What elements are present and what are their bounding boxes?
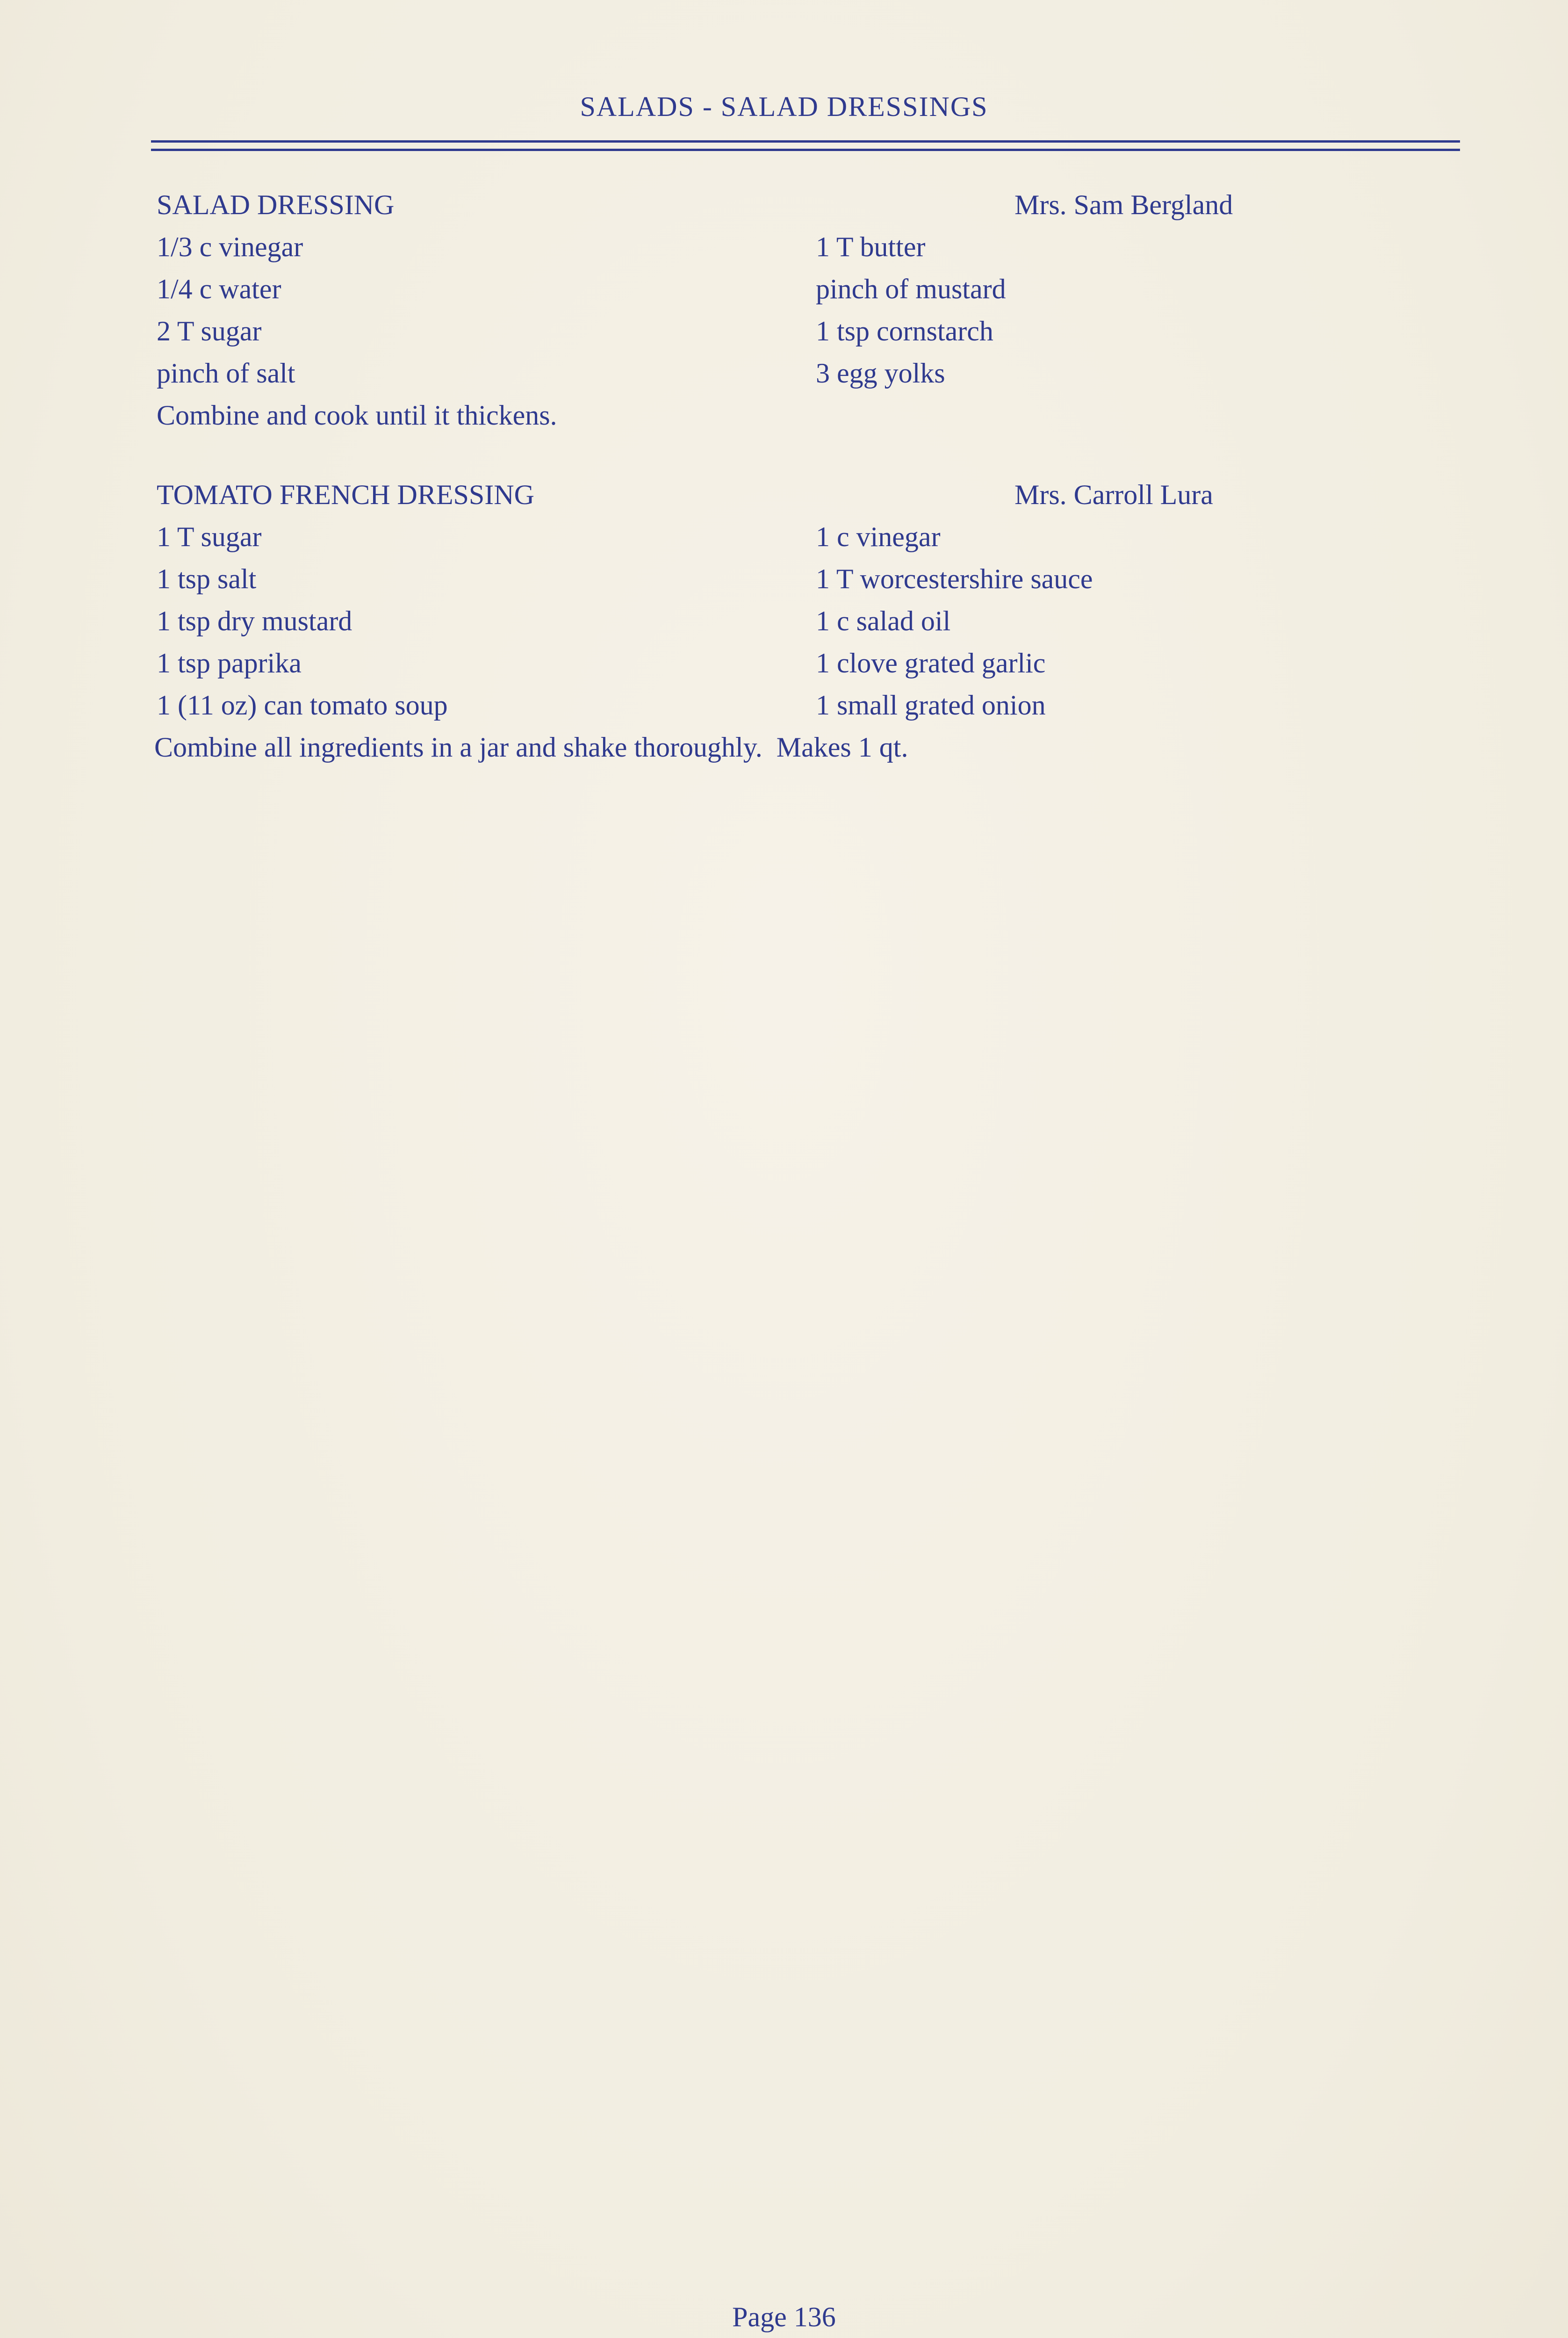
- ingredient-right: 1 tsp cornstarch: [816, 316, 993, 346]
- ingredient-right: 1 c salad oil: [816, 606, 951, 636]
- ingredient-left: pinch of salt: [157, 358, 295, 389]
- recipe-author: Mrs. Sam Bergland: [1014, 189, 1233, 220]
- ingredient-right: 1 T butter: [816, 231, 926, 262]
- ingredient-left: 1 tsp dry mustard: [157, 606, 352, 636]
- section-header: SALADS - SALAD DRESSINGS: [580, 91, 988, 122]
- header-rule-bottom: [151, 149, 1460, 151]
- ingredient-right: 3 egg yolks: [816, 358, 945, 389]
- page-number: Page 136: [732, 2302, 836, 2332]
- ingredient-left: 1 tsp salt: [157, 563, 257, 594]
- recipe-instructions: Combine all ingredients in a jar and shake thoroughly. Makes 1 qt.: [154, 732, 908, 763]
- ingredient-left: 1/4 c water: [157, 274, 281, 304]
- ingredient-right: 1 T worcestershire sauce: [816, 563, 1093, 594]
- recipe-title: TOMATO FRENCH DRESSING: [157, 479, 534, 510]
- recipe-title: SALAD DRESSING: [157, 189, 395, 220]
- ingredient-left: 1 tsp paprika: [157, 648, 302, 678]
- ingredient-right: 1 clove grated garlic: [816, 648, 1046, 678]
- recipe-author: Mrs. Carroll Lura: [1014, 479, 1213, 510]
- ingredient-right: pinch of mustard: [816, 274, 1006, 304]
- ingredient-right: 1 small grated onion: [816, 690, 1046, 721]
- ingredient-left: 2 T sugar: [157, 316, 262, 346]
- recipe-instructions: Combine and cook until it thickens.: [157, 400, 557, 431]
- ingredient-left: 1 T sugar: [157, 521, 262, 552]
- header-rule-top: [151, 140, 1460, 143]
- ingredient-left: 1/3 c vinegar: [157, 231, 303, 262]
- ingredient-right: 1 c vinegar: [816, 521, 941, 552]
- ingredient-left: 1 (11 oz) can tomato soup: [157, 690, 448, 721]
